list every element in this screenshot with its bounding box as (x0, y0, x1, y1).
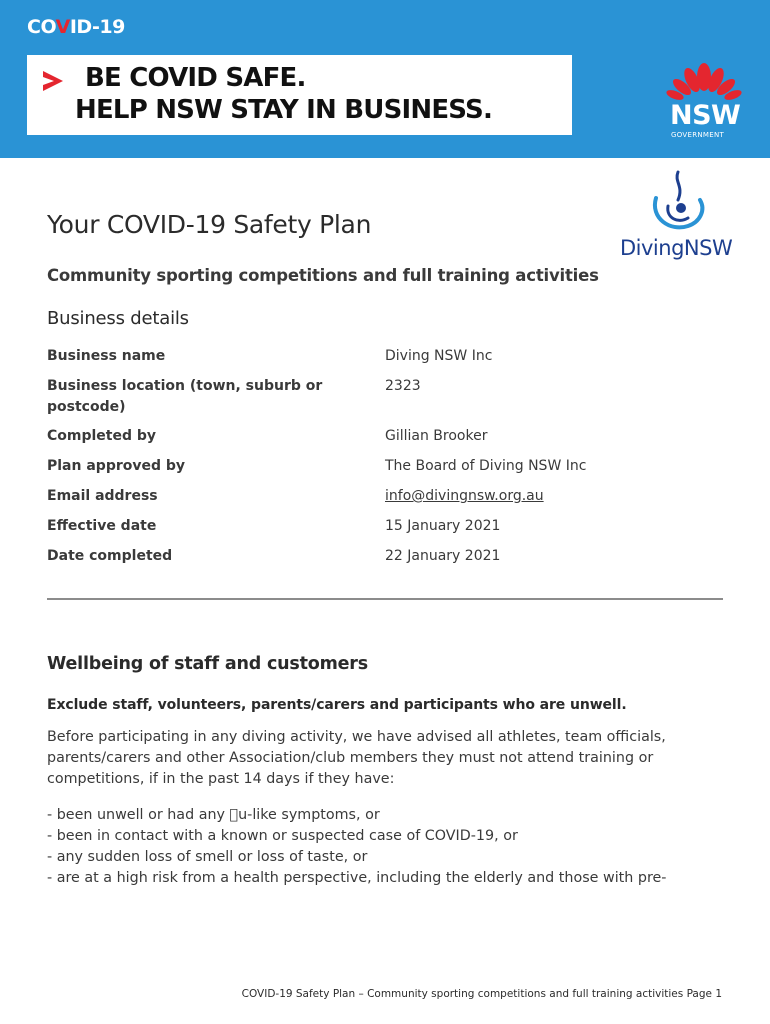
list-item: - are at a high risk from a health perspective, including the elderly and those with pre- (47, 870, 667, 886)
paragraph-line: Before participating in any diving activity, we have advised all athletes, team officials, (47, 729, 666, 745)
detail-row-date-completed (47, 546, 727, 567)
detail-value: Gillian Brooker (385, 428, 488, 444)
detail-label: Plan approved by (47, 458, 186, 474)
banner-line-2: HELP NSW STAY IN BUSINESS. (75, 95, 493, 125)
paragraph-line: parents/carers and other Association/club members they must not attend training or (47, 750, 654, 766)
detail-row-plan-approved-by (47, 456, 727, 477)
business-details-table (47, 346, 727, 576)
wellbeing-heading: Wellbeing of staff and customers (47, 654, 368, 674)
detail-label: Business name (47, 348, 166, 364)
banner-line-1: BE COVID SAFE. (85, 63, 306, 93)
business-details-heading: Business details (47, 308, 189, 329)
chevron-right-icon (41, 68, 67, 94)
nsw-government-text: GOVERNMENT (671, 131, 725, 139)
nsw-logo-text: NSW (670, 100, 741, 131)
detail-label: Date completed (47, 548, 173, 564)
detail-value: 15 January 2021 (385, 518, 501, 534)
list-item: - been unwell or had any  u-like symptoms, or (47, 807, 380, 823)
detail-row-effective-date (47, 516, 727, 537)
wellbeing-paragraph (47, 727, 727, 790)
detail-value: Diving NSW Inc (385, 348, 493, 364)
detail-label: Business location (town, suburb or postcode) (47, 378, 323, 415)
page-subtitle: Community sporting competitions and full training activities (47, 266, 599, 285)
detail-row-email (47, 486, 727, 507)
detail-label: Email address (47, 488, 158, 504)
paragraph-line: competitions, if in the past 14 days if they have: (47, 771, 395, 787)
email-link[interactable]: info@divingnsw.org.au (385, 488, 544, 504)
covid-safe-banner (27, 55, 572, 135)
detail-value: The Board of Diving NSW Inc (385, 458, 587, 474)
detail-row-business-location (47, 376, 727, 418)
detail-value: 22 January 2021 (385, 548, 501, 564)
diving-nsw-logo-text: DivingNSW (620, 236, 733, 260)
detail-row-completed-by (47, 426, 727, 447)
page-footer: COVID-19 Safety Plan – Community sporting competitions and full training activities Page 1 (241, 988, 722, 1000)
header-banner (0, 0, 770, 158)
detail-value: 2323 (385, 378, 421, 394)
covid-19-tag: COVID-19 (27, 16, 125, 38)
detail-row-business-name (47, 346, 727, 367)
detail-label: Completed by (47, 428, 157, 444)
page-title: Your COVID-19 Safety Plan (47, 210, 372, 239)
wellbeing-lead-text: Exclude staff, volunteers, parents/carers and participants who are unwell. (47, 697, 627, 713)
section-divider (47, 598, 723, 600)
detail-label: Effective date (47, 518, 157, 534)
symptom-list (47, 805, 737, 889)
list-item: - any sudden loss of smell or loss of taste, or (47, 849, 368, 865)
list-item: - been in contact with a known or suspected case of COVID-19, or (47, 828, 518, 844)
diver-splash-icon (648, 170, 708, 235)
